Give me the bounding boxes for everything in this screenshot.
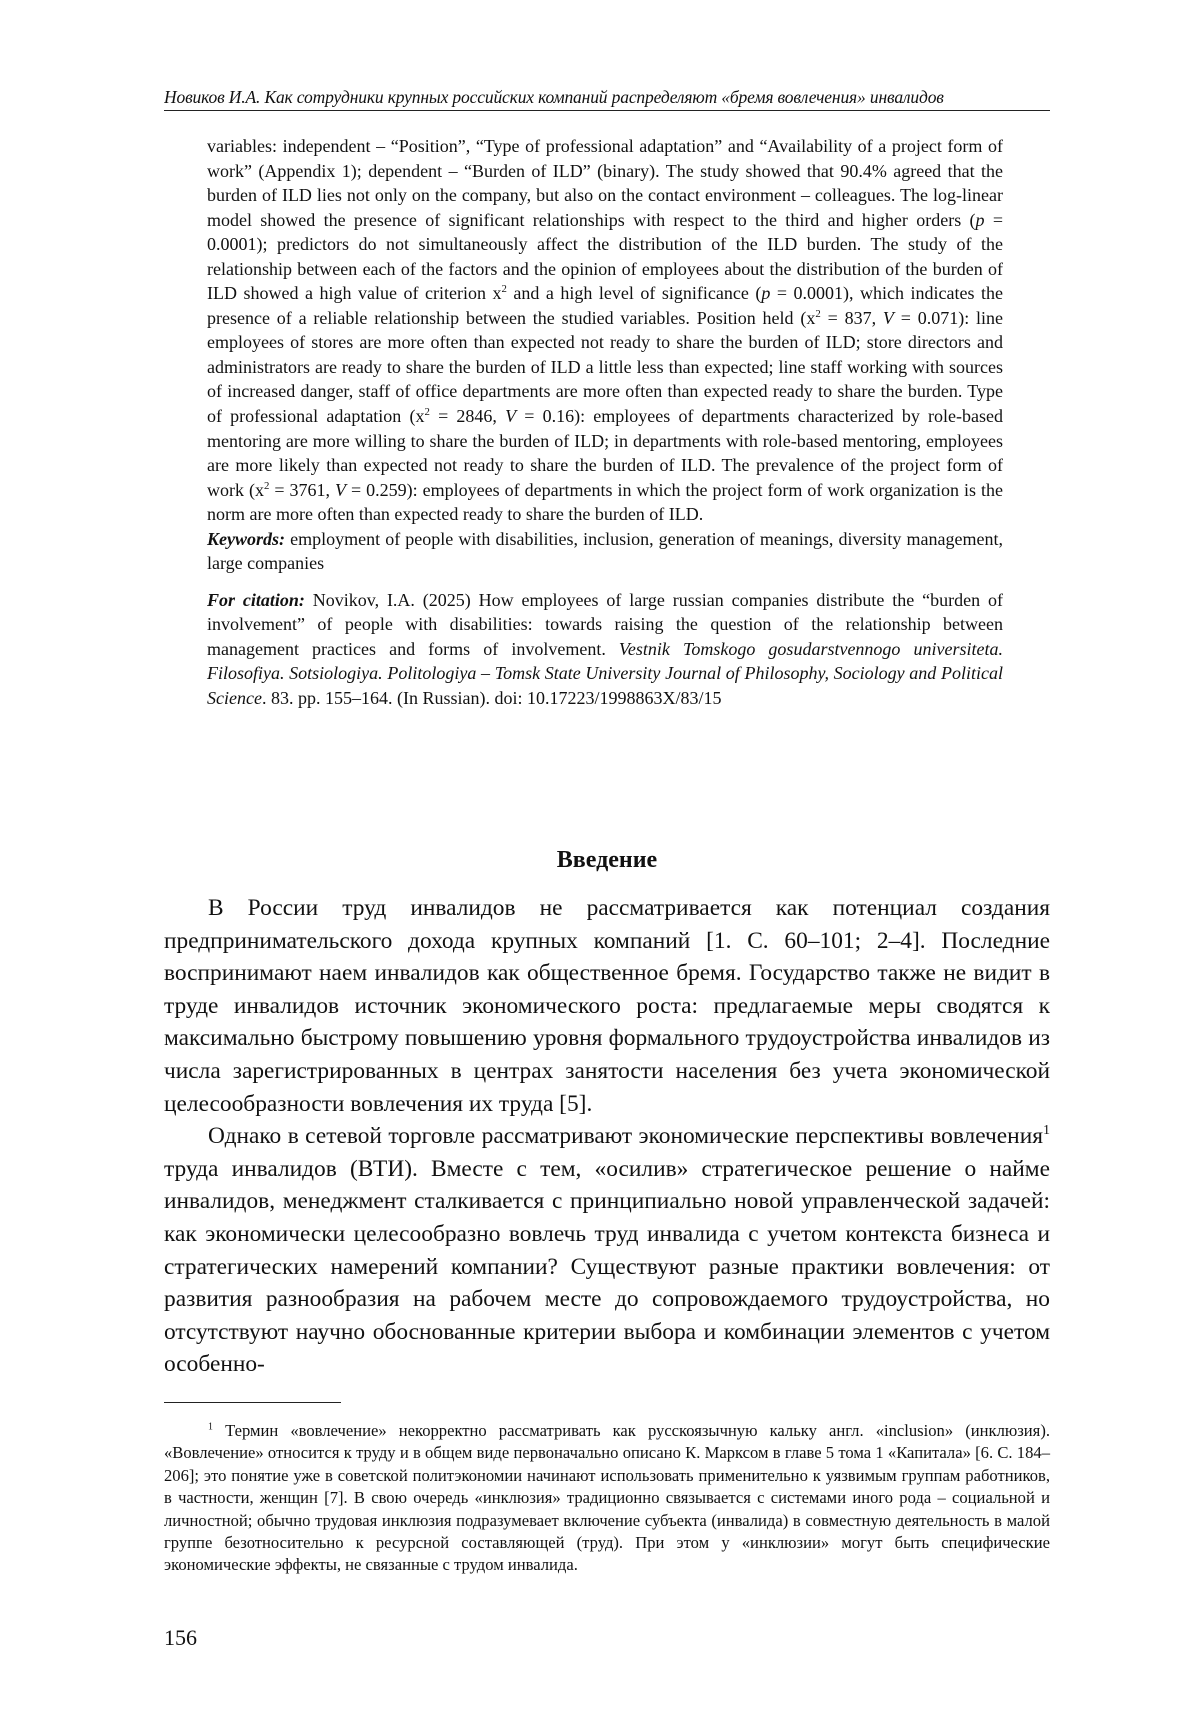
abstract-text — [207, 134, 1003, 527]
abstract-seg: = 837, — [820, 307, 883, 328]
superscript: 2 — [501, 283, 507, 296]
citation-label: For citation: — [207, 589, 305, 610]
v-symbol: V — [505, 406, 517, 427]
body-seg: труда инвалидов (ВТИ). Вместе с тем, «осилив» стратегическое решение о найме инвалидов, менеджмент сталкивается с принципиально новой управленческой задачей: как экономически целесообразно вовлечь труд инвалида с учетом контекста бизнеса и стратегических намерений компании? Существуют разные практики вовлечения: от развития разнообразия на рабочем месте до сопровождаемого трудоустройства, но отсутствуют научно обоснованные критерии выбора и комбинации элементов с учетом особенно- — [164, 1155, 1050, 1378]
keywords-text: employment of people with disabilities, inclusion, generation of meanings, diversity management, large companies — [207, 528, 1003, 574]
superscript: 2 — [815, 307, 821, 320]
keywords-label: Keywords: — [207, 528, 285, 549]
superscript: 2 — [263, 479, 270, 492]
abstract-seg: = 0.259): employees of departments in which the project form of work organization is the norm are more often than expected ready to share the burden of ILD. — [207, 479, 1003, 525]
superscript: 2 — [424, 406, 430, 419]
footnote-rule — [164, 1402, 341, 1403]
keywords — [207, 527, 1003, 576]
abstract-seg: = 0.0001), which indicates the presence of a reliable relationship between the studied variables. Position held (x — [207, 283, 1003, 328]
citation — [207, 588, 1003, 711]
body-paragraph: В России труд инвалидов не рассматривается как потенциал создания предпринимательского дохода крупных компаний [1. С. 60–101; 2–4]. Последние воспринимают наем инвалидов как общественное бремя. Государство также не видит в труде инвалидов источник экономического роста: предлагаемые меры сводятся к максимально быстрому повышению уровня формального трудоустройства инвалидов из числа зарегистрированных в центрах занятости населения без учета экономической целесообразности вовлечения их труда [5]. — [164, 895, 1050, 1117]
abstract-seg: = 0.0001); predictors do not simultaneously affect the distribution of the ILD burden. The study of the relationship between each of the factors and the opinion of employees about the distribution of the burden of ILD showed a high value of criterion x — [207, 209, 1003, 304]
page-number: 156 — [164, 1625, 197, 1650]
abstract-seg: and a high level of significance ( — [506, 283, 762, 304]
abstract-seg: variables: independent – “Position”, “Type of professional adaptation” and “Availability of a project form of work” (Appendix 1); dependent – “Burden of ILD” (binary). The study showed that 90.4% agreed that the burden of ILD lies not only on the company, but also on the contact environment – colleagues. The log-linear model showed the presence of significant relationships with respect to the third and higher orders ( — [207, 136, 1003, 230]
body-paragraph — [164, 1120, 1050, 1381]
body-seg: Однако в сетевой торговле рассматривают экономические перспективы вовлечения — [208, 1123, 1043, 1150]
abstract-seg: = 0.071): line employees of stores are more often than expected not ready to share the burden of ILD; store directors and administrators are ready to share the burden of ILD a little less than expected; line staff working with sources of increased danger, staff of office departments are more often than expected ready to share the burden. Type of professional adaptation (x — [207, 307, 1004, 427]
abstract-seg: = 0.16): employees of departments characterized by role-based mentoring are more willing to share the burden of ILD; in departments with role-based mentoring, employees are more likely than expected not ready to share the burden of ILD. The prevalence of the project form of work (x — [207, 406, 1004, 500]
citation-journal: Vestnik Tomskogo gosudarstvennogo universiteta. Filosofiya. Sotsiologiya. Politologiya – Tomsk State University Journal of Philosophy, Sociology and Political Science — [207, 638, 1004, 709]
header-rule — [164, 110, 1050, 111]
p-symbol: p — [975, 209, 985, 230]
citation-text-end: . 83. pp. 155–164. (In Russian). doi: 10.17223/1998863X/83/15 — [261, 688, 722, 709]
v-symbol: V — [882, 307, 894, 328]
section-title: Введение — [556, 847, 658, 873]
footnote-text — [164, 1420, 1050, 1577]
p-symbol: p — [761, 283, 771, 304]
footnote-ref[interactable]: 1 — [1042, 1122, 1050, 1139]
footnote — [164, 1420, 1050, 1577]
abstract-seg: = 3761, — [269, 479, 336, 500]
body-text — [164, 892, 1050, 1381]
footnote-marker: 1 — [208, 1421, 213, 1433]
abstract-seg: = 2846, — [429, 406, 506, 427]
v-symbol: V — [335, 479, 347, 500]
citation-text: Novikov, I.A. (2025) How employees of large russian companies distribute the “burden of involvement” of people with disabilities: towards raising the question of the relationship between management practices and forms of involvement. — [207, 589, 1003, 659]
footnote-body: Термин «вовлечение» некорректно рассматривать как русскоязычную кальку англ. «inclusion» (инклюзия). «Вовлечение» относится к труду и в общем виде первоначально описано К. Марксом в главе 5 тома 1 «Капитала» [6. С. 184–206]; это понятие уже в советской политэкономии начинают использовать применительно к уязвимым группам работников, в частности, женщин [7]. В свою очередь «инклюзия» традиционно связывается с системами иного рода – социальной и личностной; обычно трудовая инклюзия подразумевает включение субъекта (инвалида) в совместную деятельность в малой группе безотносительно к ресурсной составляющей (труд). При этом у «инклюзии» могут быть специфические экономические эффекты, не связанные с трудом инвалида. — [164, 1421, 1050, 1575]
running-header: Новиков И.А. Как сотрудники крупных российских компаний распределяют «бремя вовлечения» инвалидов — [164, 87, 944, 107]
abstract — [207, 134, 1003, 711]
